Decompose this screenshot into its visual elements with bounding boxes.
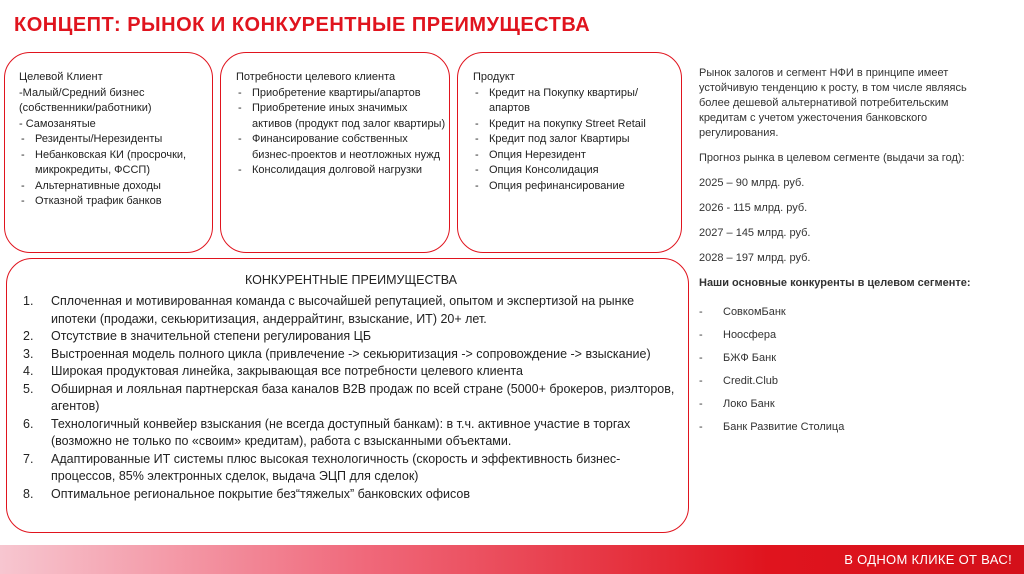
advantage-number: 5.	[23, 381, 34, 396]
client-needs-box	[220, 52, 450, 253]
advantage-item	[21, 346, 681, 364]
advantage-number: 4.	[23, 364, 34, 378]
client-item: - Альтернативные доходы	[19, 179, 209, 195]
needs-item: - Приобретение квартиры/апартов	[236, 86, 446, 102]
competitor-item: - Credit.Club	[699, 374, 999, 397]
advantage-item	[21, 381, 681, 416]
advantage-text: Технологичный конвейер взыскания (не всегда доступный банкам): в т.ч. активное участие в торгах (возможно не только по «своим» кредитам), работа с взысканными объектами.	[51, 416, 631, 448]
product-item: - Опция рефинансирование	[473, 179, 678, 195]
advantages-heading: КОНКУРЕНТНЫЕ ПРЕИМУЩЕСТВА	[244, 273, 458, 287]
needs-item: - Консолидация долговой нагрузки	[236, 163, 446, 179]
advantage-item	[21, 328, 681, 346]
competitor-name: Локо Банк	[723, 398, 775, 410]
client-item: - Небанковская КИ (просрочки, микрокредиты, ФССП)	[19, 148, 209, 179]
advantage-item	[21, 486, 681, 504]
advantage-number: 3.	[23, 346, 34, 361]
market-intro: Рынок залогов и сегмент НФИ в принципе имеет устойчивую тенденцию к росту, в том числе являясь более дешевой альтернативой потребительским кредитам с учетом ужесточения банковского регулирования.	[699, 67, 967, 139]
competitor-item: - Локо Банк	[699, 397, 999, 420]
page-title: КОНЦЕПТ: РЫНОК И КОНКУРЕНТНЫЕ ПРЕИМУЩЕСТВА	[14, 14, 591, 36]
footer-band	[0, 545, 1024, 574]
competitor-name: Ноосфера	[723, 329, 777, 341]
client-line: - Самозанятые	[19, 117, 96, 130]
competitor-name: Credit.Club	[723, 375, 779, 387]
competitor-name: Банк Развитие Столица	[723, 421, 845, 433]
competitive-advantages-box	[6, 258, 689, 533]
client-item: - Отказной трафик банков	[19, 194, 209, 210]
needs-item: - Приобретение иных значимых активов (продукт под залог квартиры)	[236, 101, 446, 132]
product-item: - Опция Нерезидент	[473, 148, 678, 164]
competitors-label: Наши основные конкуренты в целевом сегменте:	[699, 277, 971, 289]
competitor-name: БЖФ Банк	[723, 352, 777, 364]
competitor-item: - Банк Развитие Столица	[699, 420, 999, 443]
advantage-text: Сплоченная и мотивированная команда с высочайшей репутацией, опытом и экспертизой на рынке ипотеки (продажи, секьюритизация, андеррайтинг, взыскание, ИТ) 20+ лет.	[51, 294, 635, 326]
advantage-number: 6.	[23, 416, 34, 431]
product-item: - Кредит под залог Квартиры	[473, 132, 678, 148]
advantage-text: Широкая продуктовая линейка, закрывающая все потребности целевого клиента	[51, 364, 524, 378]
advantage-item	[21, 293, 681, 328]
advantage-text: Оптимальное региональное покрытие без“тяжелых” банковских офисов	[51, 486, 470, 501]
product-item: - Кредит на Покупку квартиры/апартов	[473, 86, 678, 117]
forecast-item: 2027 – 145 млрд. руб.	[699, 227, 811, 239]
product-item: - Опция Консолидация	[473, 163, 678, 179]
target-client-heading: Целевой Клиент	[19, 71, 103, 83]
competitor-name: СовкомБанк	[723, 306, 786, 318]
target-client-box	[4, 52, 213, 253]
forecast-label: Прогноз рынка в целевом сегменте (выдачи за год):	[699, 152, 965, 164]
advantage-item	[21, 451, 681, 486]
forecast-item: 2025 – 90 млрд. руб.	[699, 177, 805, 189]
client-needs-heading: Потребности целевого клиента	[236, 71, 396, 83]
needs-item: - Финансирование собственных бизнес-проектов и неотложных нужд	[236, 132, 446, 163]
competitor-item: - Ноосфера	[699, 328, 999, 351]
advantage-number: 2.	[23, 329, 34, 343]
advantage-item	[21, 363, 681, 381]
market-info-panel	[699, 66, 999, 443]
advantage-text: Отсутствие в значительной степени регулирования ЦБ	[51, 329, 372, 343]
advantage-item	[21, 416, 681, 451]
product-box	[457, 52, 682, 253]
advantage-text: Обширная и лояльная партнерская база каналов B2B продаж по всей стране (5000+ брокеров, риэлторов, агентов)	[51, 381, 675, 413]
advantage-text: Адаптированные ИТ системы плюс высокая технологичность (скорость и эффективность бизнес-процессов, 85% электронных сделок, выдача ЭЦП для сделок)	[51, 451, 621, 483]
client-line: (собственники/работники)	[19, 102, 152, 114]
competitor-item: - СовкомБанк	[699, 305, 999, 328]
advantage-number: 8.	[23, 486, 34, 501]
client-line: -Малый/Средний бизнес	[19, 86, 145, 99]
product-heading: Продукт	[473, 71, 515, 83]
advantage-number: 1.	[23, 294, 34, 308]
competitor-item: - БЖФ Банк	[699, 351, 999, 374]
advantage-text: Выстроенная модель полного цикла (привлечение -> секьюритизация -> сопровождение -> взыскание)	[51, 346, 651, 361]
forecast-item: 2026 - 115 млрд. руб.	[699, 202, 808, 214]
footer-slogan: В ОДНОМ КЛИКЕ ОТ ВАС!	[844, 552, 1012, 567]
competitors-list	[699, 305, 999, 443]
advantage-number: 7.	[23, 451, 34, 466]
forecast-item: 2028 – 197 млрд. руб.	[699, 252, 811, 264]
product-item: - Кредит на покупку Street Retail	[473, 117, 678, 133]
client-item: - Резиденты/Нерезиденты	[19, 132, 209, 148]
